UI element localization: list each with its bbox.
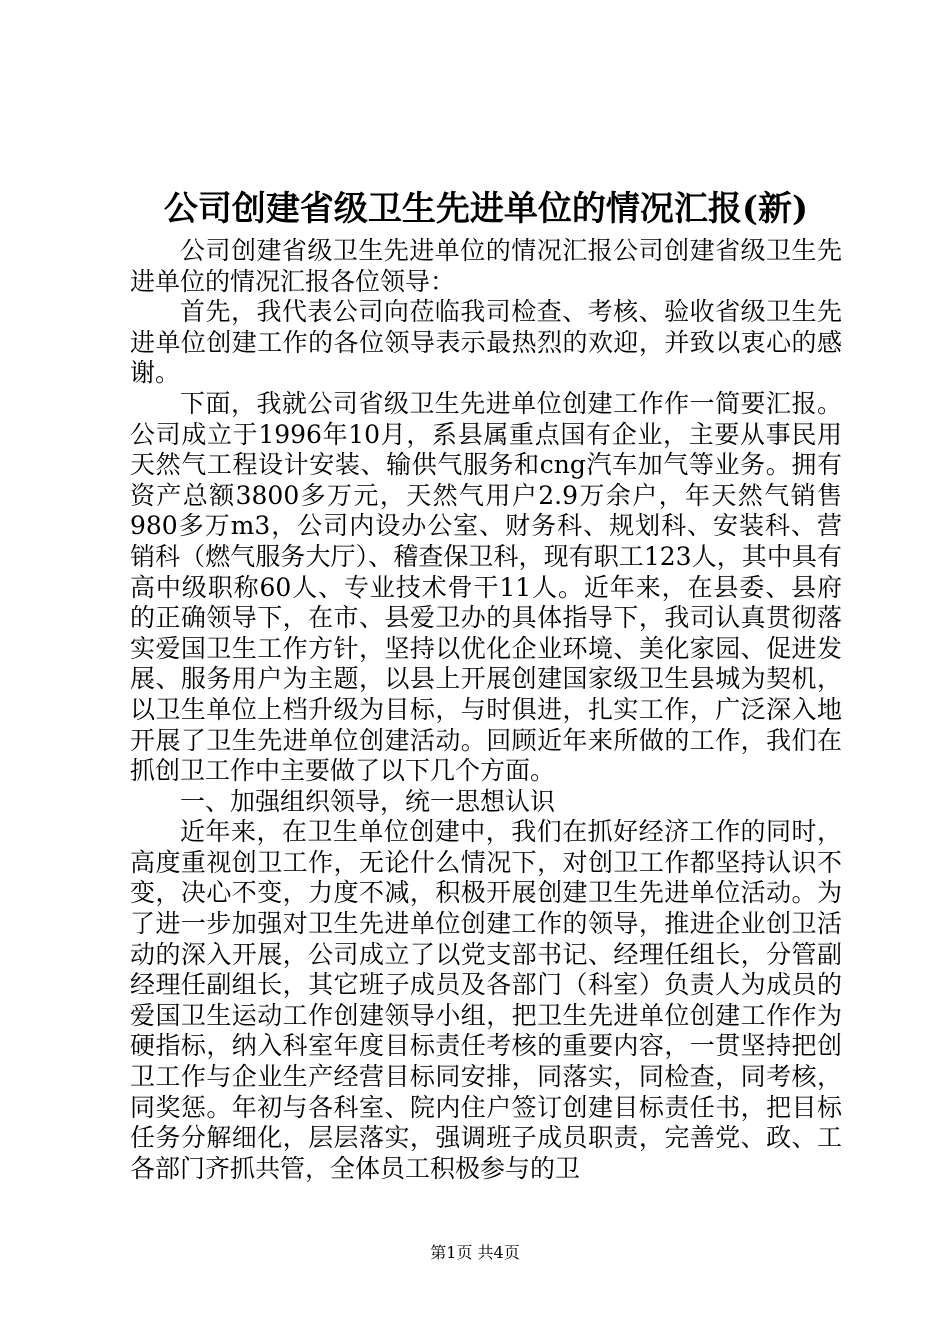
document-title: 公司创建省级卫生先进单位的情况汇报(新) xyxy=(163,189,809,229)
page-footer: 第1页 共4页 xyxy=(430,1243,520,1262)
paragraph-section-1: 近年来，在卫生单位创建中，我们在抓好经济工作的同时，高度重视创卫工作，无论什么情况下，对创卫工作都坚持认识不变，决心不变，力度不减，积极开展创建卫生先进单位活动。为了进一步加强对卫生先进单位创建工作的领导，推进企业创卫活动的深入开展，公司成立了以党支部书记、经理任组长，分管副经理任副组长，其它班子成员及各部门（科室）负责人为成员的爱国卫生运动工作创建领导小组，把卫生先进单位创建工作作为硬指标，纳入科室年度目标责任考核的重要内容，一贯坚持把创卫工作与企业生产经营目标同安排，同落实，同检查，同考核，同奖惩。年初与各科室、院内住户签订创建目标责任书，把目标任务分解细化，层层落实，强调班子成员职责，完善党、政、工各部门齐抓共管，全体员工积极参与的卫 xyxy=(130,817,842,1183)
paragraph-welcome: 首先，我代表公司向莅临我司检查、考核、验收省级卫生先进单位创建工作的各位领导表示最热烈的欢迎，并致以衷心的感谢。 xyxy=(130,297,842,388)
document-body xyxy=(130,236,842,1184)
paragraph-greeting: 公司创建省级卫生先进单位的情况汇报公司创建省级卫生先进单位的情况汇报各位领导： xyxy=(130,236,842,296)
section-heading-1: 一、加强组织领导，统一思想认识 xyxy=(180,786,556,816)
paragraph-overview: 下面，我就公司省级卫生先进单位创建工作作一简要汇报。公司成立于1996年10月，系县属重点国有企业，主要从事民用天然气工程设计安装、输供气服务和cng汽车加气等业务。拥有资产总额3800多万元，天然气用户2.9万余户，年天然气销售980多万m3，公司内设办公室、财务科、规划科、安装科、营销科（燃气服务大厅）、稽查保卫科，现有职工123人，其中具有高中级职称60人、专业技术骨干11人。近年来，在县委、县府的正确领导下，在市、县爱卫办的具体指导下，我司认真贯彻落实爱国卫生工作方针，坚持以优化企业环境、美化家园、促进发展、服务用户为主题，以县上开展创建国家级卫生县城为契机，以卫生单位上档升级为目标，与时俱进，扎实工作，广泛深入地开展了卫生先进单位创建活动。回顾近年来所做的工作，我们在抓创卫工作中主要做了以下几个方面。 xyxy=(130,388,842,786)
document-page xyxy=(130,0,842,1344)
